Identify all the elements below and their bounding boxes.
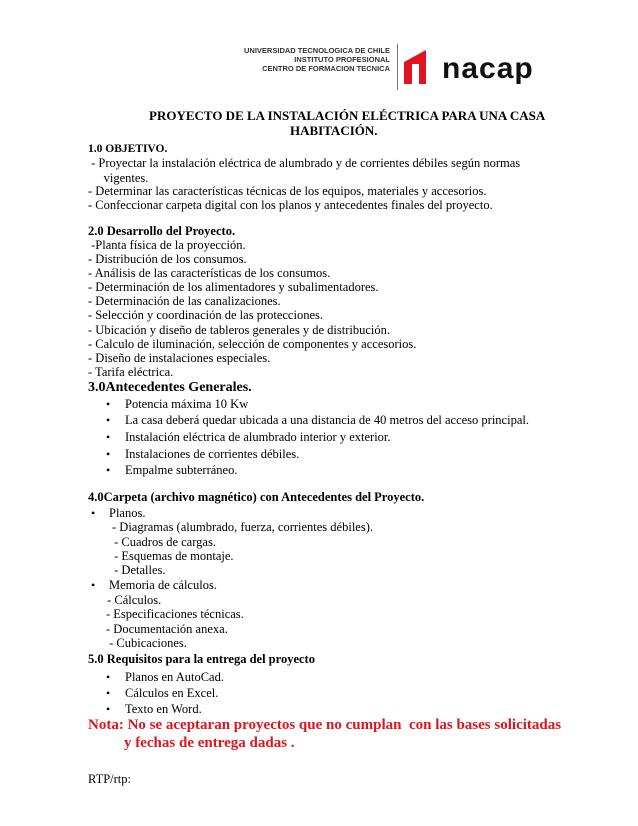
memoria-item: - Cubicaciones. [106, 636, 187, 650]
institution-line-3: CENTRO DE FORMACION TECNICA [262, 64, 390, 73]
antecedentes-item: Instalación eléctrica de alumbrado interior y exterior. [125, 430, 391, 444]
desarrollo-item: - Determinación de las canalizaciones. [88, 294, 281, 308]
desarrollo-item: -Planta física de la proyección. [88, 238, 246, 252]
desarrollo-item: - Distribución de los consumos. [88, 252, 247, 266]
nota-line-2: y fechas de entrega dadas . [124, 735, 295, 751]
bullet-icon: • [106, 686, 111, 700]
bullet-icon: • [106, 670, 111, 684]
bullet-icon: • [91, 506, 96, 520]
planos-item: - Diagramas (alumbrado, fuerza, corrientes débiles). [112, 520, 373, 534]
antecedentes-item: La casa deberá quedar ubicada a una distancia de 40 metros del acceso principal. [125, 413, 529, 427]
section-heading-antecedentes: 3.0Antecedentes Generales. [88, 380, 252, 395]
objetivo-item: - Confeccionar carpeta digital con los planos y antecedentes finales del proyecto. [88, 198, 493, 212]
planos-item: - Esquemas de montaje. [111, 549, 234, 563]
antecedentes-item: Empalme subterráneo. [125, 463, 238, 477]
nota-line-1: Nota: No se aceptaran proyectos que no cumplan con las bases solicitadas [88, 717, 562, 733]
bullet-icon: • [91, 578, 96, 592]
institution-line-1: UNIVERSIDAD TECNOLOGICA DE CHILE [244, 46, 390, 55]
desarrollo-item: - Diseño de instalaciones especiales. [88, 351, 271, 365]
section-heading-objetivo: 1.0 OBJETIVO. [88, 143, 168, 155]
inacap-logo-mark [404, 50, 440, 84]
requisitos-item: Cálculos en Excel. [125, 686, 219, 700]
planos-label: Planos. [109, 506, 146, 520]
footer-initials: RTP/rtp: [88, 772, 132, 786]
antecedentes-item: Potencia máxima 10 Kw [125, 397, 249, 411]
objetivo-item: vigentes. [88, 171, 149, 185]
requisitos-item: Texto en Word. [125, 702, 202, 716]
bullet-icon: • [106, 463, 111, 477]
bullet-icon: • [106, 447, 111, 461]
document-title-line-2: HABITACIÓN. [290, 123, 378, 138]
section-heading-requisitos: 5.0 Requisitos para la entrega del proyecto [88, 652, 315, 666]
requisitos-item: Planos en AutoCad. [125, 670, 224, 684]
memoria-item: - Especificaciones técnicas. [106, 607, 244, 621]
section-heading-desarrollo: 2.0 Desarrollo del Proyecto. [88, 224, 236, 238]
section-heading-carpeta: 4.0Carpeta (archivo magnético) con Antecedentes del Proyecto. [88, 490, 425, 504]
desarrollo-item: - Determinación de los alimentadores y subalimentadores. [88, 280, 379, 294]
header-divider [397, 44, 398, 90]
desarrollo-item: - Tarifa eléctrica. [88, 365, 174, 379]
planos-item: - Detalles. [111, 563, 166, 577]
desarrollo-item: - Ubicación y diseño de tableros generales y de distribución. [88, 323, 390, 337]
objetivo-item: - Determinar las características técnicas de los equipos, materiales y accesorios. [88, 184, 487, 198]
memoria-item: - Documentación anexa. [106, 622, 228, 636]
memoria-label: Memoria de cálculos. [109, 578, 217, 592]
bullet-icon: • [106, 413, 111, 427]
planos-item: - Cuadros de cargas. [111, 535, 216, 549]
antecedentes-item: Instalaciones de corrientes débiles. [125, 447, 300, 461]
desarrollo-item: - Análisis de las características de los consumos. [88, 266, 331, 280]
institution-line-2: INSTITUTO PROFESIONAL [294, 55, 390, 64]
desarrollo-item: - Selección y coordinación de las protecciones. [88, 308, 323, 322]
bullet-icon: • [106, 397, 111, 411]
bullet-icon: • [106, 702, 111, 716]
memoria-item: - Cálculos. [104, 593, 162, 607]
document-title-line-1: PROYECTO DE LA INSTALACIÓN ELÉCTRICA PARA UNA CASA [149, 108, 546, 123]
objetivo-item: - Proyectar la instalación eléctrica de alumbrado y de corrientes débiles según normas [88, 156, 521, 170]
bullet-icon: • [106, 430, 111, 444]
logo-text: nacap [442, 52, 534, 85]
desarrollo-item: - Calculo de iluminación, selección de componentes y accesorios. [88, 337, 417, 351]
